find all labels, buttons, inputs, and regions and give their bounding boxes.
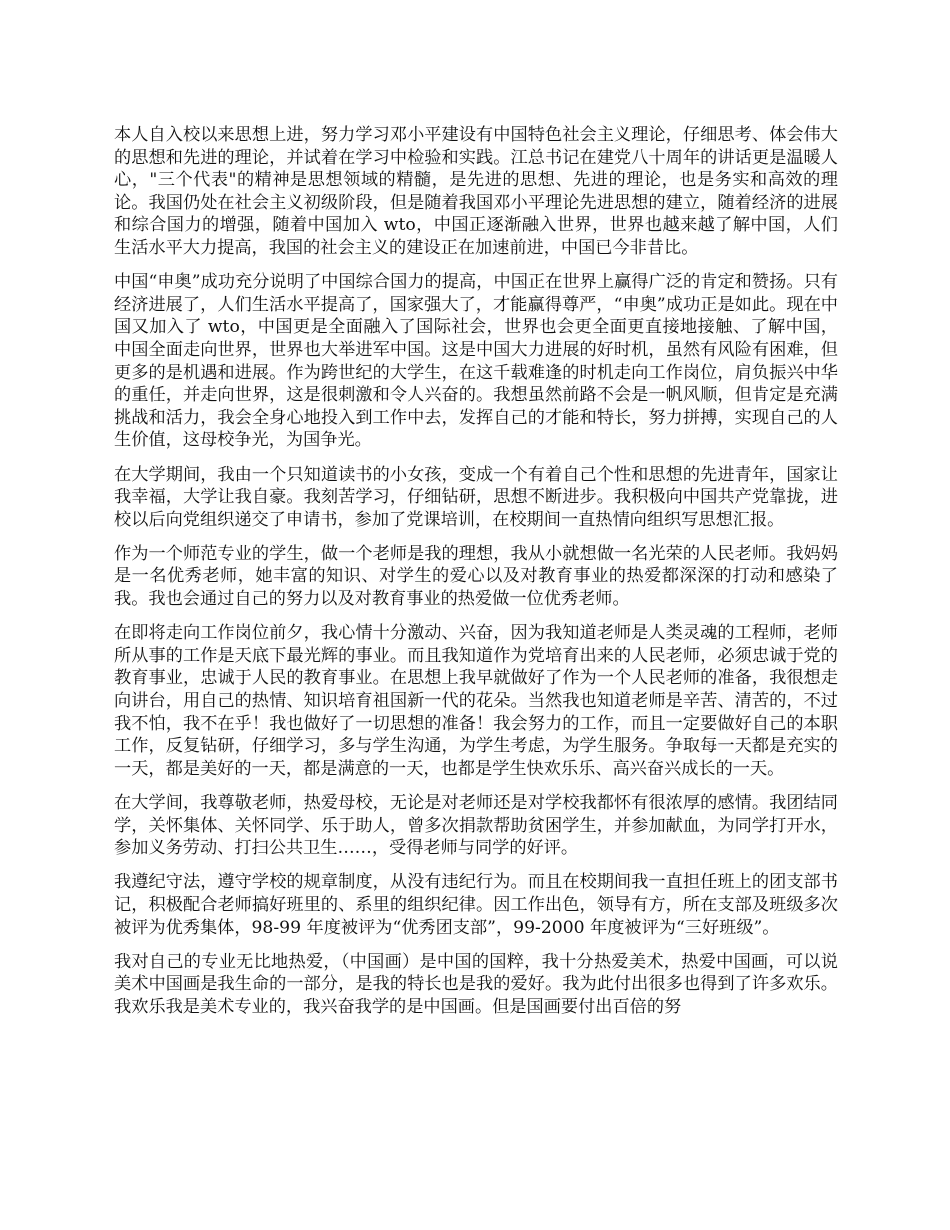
paragraph-4: 作为一个师范专业的学生，做一个老师是我的理想，我从小就想做一名光荣的人民老师。我妈妈是一名优秀老师，她丰富的知识、对学生的爱心以及对教育事业的热爱都深深的打动和感染了我。我也会通过自己的努力以及对教育事业的热爱做一位优秀老师。 bbox=[114, 543, 838, 610]
document-page bbox=[114, 124, 838, 1030]
paragraph-2: 中国“申奥”成功充分说明了中国综合国力的提高，中国正在世界上赢得广泛的肯定和赞扬。只有经济进展了，人们生活水平提高了，国家强大了，才能赢得尊严，“申奥”成功正是如此。现在中国又加入了 wto，中国更是全面融入了国际社会，世界也会更全面更直接地接触、了解中国，中国全面走向世界，世界也大举进军中国。这是中国大力进展的好时机，虽然有风险有困难，但更多的是机遇和进展。作为跨世纪的大学生，在这千载难逢的时机走向工作岗位，肩负振兴中华的重任，并走向世界，这是很刺激和令人兴奋的。我想虽然前路不会是一帆风顺，但肯定是充满挑战和活力，我会全身心地投入到工作中去，发挥自己的才能和特长，努力拼搏，实现自己的人生价值，这母校争光，为国争光。 bbox=[114, 272, 838, 451]
paragraph-8: 我对自己的专业无比地热爱，（中国画）是中国的国粹，我十分热爱美术，热爱中国画，可以说美术中国画是我生命的一部分，是我的特长也是我的爱好。我为此付出很多也得到了许多欢乐。我欢乐我是美术专业的，我兴奋我学的是中国画。但是国画要付出百倍的努 bbox=[114, 951, 838, 1017]
paragraph-6: 在大学间，我尊敬老师，热爱母校，无论是对老师还是对学校我都怀有很浓厚的感情。我团结同学，关怀集体、关怀同学、乐于助人，曾多次捐款帮助贫困学生，并参加献血，为同学打开水，参加义务劳动、打扫公共卫生……，受得老师与同学的好评。 bbox=[114, 793, 838, 859]
paragraph-7: 我遵纪守法，遵守学校的规章制度，从没有违纪行为。而且在校期间我一直担任班上的团支部书记，积极配合老师搞好班里的、系里的组织纪律。因工作出色，领导有方，所在支部及班级多次被评为优秀集体，98-99 年度被评为“优秀团支部”，99-2000 年度被评为“三好班级”。 bbox=[114, 872, 838, 938]
paragraph-5: 在即将走向工作岗位前夕，我心情十分激动、兴奋，因为我知道老师是人类灵魂的工程师，老师所从事的工作是天底下最光辉的事业。而且我知道作为党培育出来的人民老师，必须忠诚于党的教育事业，忠诚于人民的教育事业。在思想上我早就做好了作为一个人民老师的准备，我很想走向讲台，用自己的热情、知识培育祖国新一代的花朵。当然我也知道老师是辛苦、清苦的，不过我不怕，我不在乎！我也做好了一切思想的准备！我会努力的工作，而且一定要做好自己的本职工作，反复钻研，仔细学习，多与学生沟通，为学生考虑，为学生服务。争取每一天都是充实的一天，都是美好的一天，都是满意的一天，也都是学生快欢乐乐、高兴奋兴成长的一天。 bbox=[114, 623, 838, 779]
paragraph-1: 本人自入校以来思想上进，努力学习邓小平建设有中国特色社会主义理论，仔细思考、体会伟大的思想和先进的理论，并试着在学习中检验和实践。江总书记在建党八十周年的讲话更是温暖人心，"三个代表"的精神是思想领域的精髓，是先进的思想、先进的理论，也是务实和高效的理论。我国仍处在社会主义初级阶段，但是随着我国邓小平理论先进思想的建立，随着经济的进展和综合国力的增强，随着中国加入 wto，中国正逐渐融入世界，世界也越来越了解中国，人们生活水平大力提高，我国的社会主义的建设正在加速前进，中国已今非昔比。 bbox=[114, 125, 838, 258]
paragraph-3: 在大学期间，我由一个只知道读书的小女孩，变成一个有着自己个性和思想的先进青年，国家让我幸福，大学让我自豪。我刻苦学习，仔细钻研，思想不断进步。我积极向中国共产党靠拢，进校以后向党组织递交了申请书，参加了党课培训，在校期间一直热情向组织写思想汇报。 bbox=[114, 464, 838, 530]
